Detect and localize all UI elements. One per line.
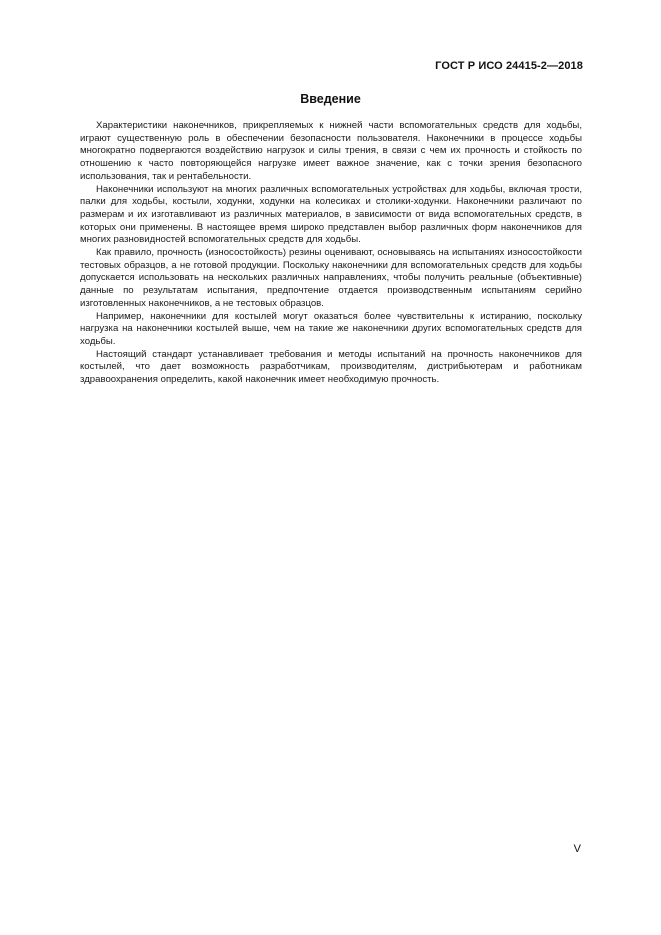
paragraph-2: Наконечники используют на многих различных вспомогательных устройствах для ходьбы, включая трости, палки для ходьбы, костыли, ходунки, ходунки на колесиках и столики-ходунки. Наконечники различают по размерам и их изготавливают из различных материалов, в зависимости от вида вспомогательных средств, в которых они применены. В настоящее время широко представлен выбор различных форм наконечников для многих разновидностей вспомогательных средств для ходьбы. bbox=[80, 183, 582, 246]
paragraph-4: Например, наконечники для костылей могут оказаться более чувствительны к истиранию, поскольку нагрузка на наконечники костылей выше, чем на такие же наконечники других вспомогательных средств для ходьбы. bbox=[80, 310, 582, 347]
section-title: Введение bbox=[300, 92, 361, 106]
paragraph-5: Настоящий стандарт устанавливает требования и методы испытаний на прочность наконечников для костылей, что дает возможность разработчикам, производителям, дистрибьютерам и работникам здравоохранения определить, какой наконечник имеет необходимую прочность. bbox=[80, 348, 582, 386]
paragraph-1: Характеристики наконечников, прикрепляемых к нижней части вспомогательных средств для ходьбы, играют существенную роль в обеспечении безопасности пользователя. Наконечники в процессе ходьбы многократно подвергаются воздействию нагрузок и силы трения, в связи с чем их прочность и стойкость по отношению к часто повторяющейся нагрузке имеет важное значение, как с точки зрения безопасного использования, так и рентабельности. bbox=[80, 120, 582, 182]
introduction-body bbox=[80, 120, 582, 387]
document-code-header: ГОСТ Р ИСО 24415-2—2018 bbox=[435, 60, 583, 72]
page-number: V bbox=[573, 843, 581, 855]
paragraph-3: Как правило, прочность (износостойкость) резины оценивают, основываясь на испытаниях износостойкости тестовых образцов, а не готовой продукции. Поскольку наконечники для вспомогательных средств для ходьбы допускается использовать на нескольких различных направлениях, чтобы получить реальные (объективные) данные по результатам испытания, предпочтение отдается производственным испытаниям серийно изготовленных наконечников, а не тестовых образцов. bbox=[80, 247, 582, 309]
